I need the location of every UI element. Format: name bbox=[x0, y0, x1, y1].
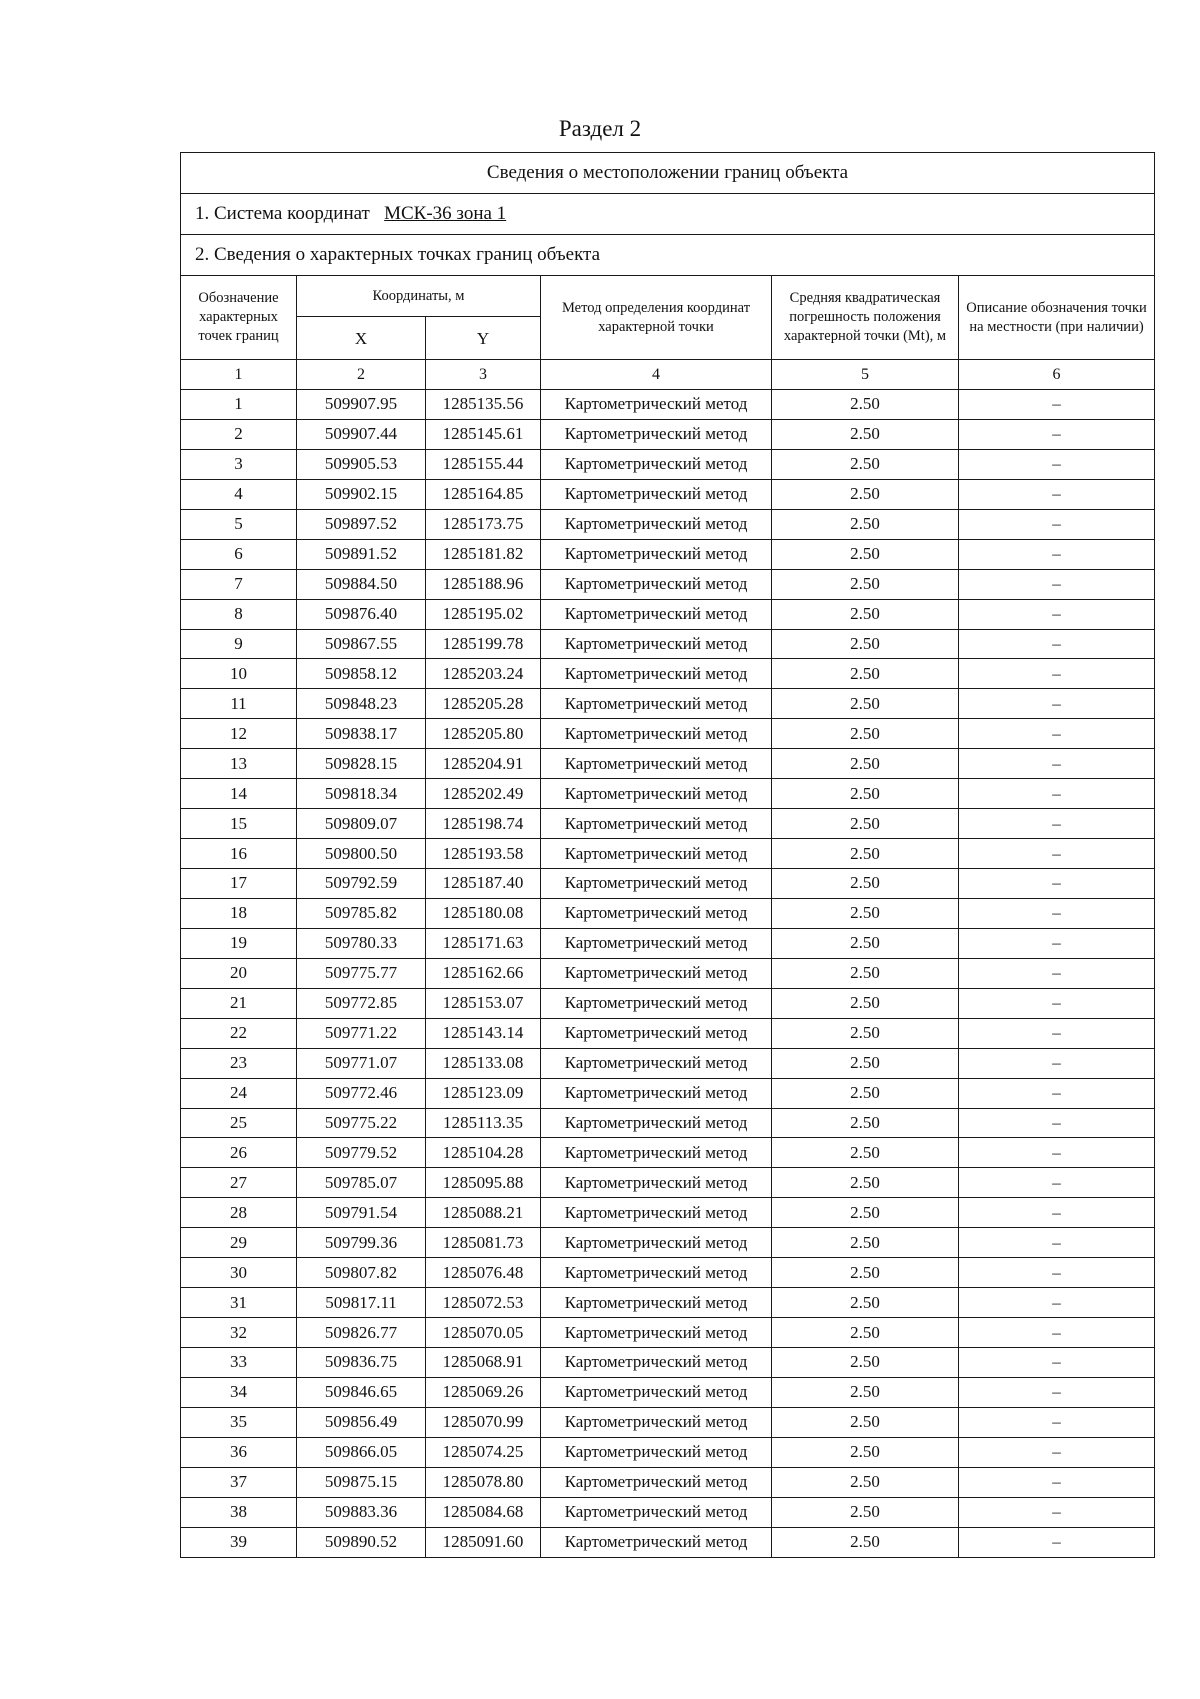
table-row bbox=[181, 629, 1155, 659]
x-coordinate-cell: 509876.40 bbox=[297, 599, 426, 629]
x-coordinate-cell: 509775.22 bbox=[297, 1108, 426, 1138]
y-coordinate-cell: 1285069.26 bbox=[426, 1377, 541, 1407]
table-row bbox=[181, 1437, 1155, 1467]
description-cell: – bbox=[959, 1078, 1155, 1108]
description-cell: – bbox=[959, 719, 1155, 749]
accuracy-cell: 2.50 bbox=[772, 1048, 959, 1078]
x-coordinate-cell: 509772.85 bbox=[297, 988, 426, 1018]
description-cell: – bbox=[959, 1407, 1155, 1437]
method-cell: Картометрический метод bbox=[541, 1108, 772, 1138]
table-row bbox=[181, 988, 1155, 1018]
point-id-cell: 28 bbox=[181, 1198, 297, 1228]
method-cell: Картометрический метод bbox=[541, 390, 772, 420]
x-coordinate-cell: 509807.82 bbox=[297, 1258, 426, 1288]
method-cell: Картометрический метод bbox=[541, 1258, 772, 1288]
x-coordinate-cell: 509848.23 bbox=[297, 689, 426, 719]
point-id-cell: 30 bbox=[181, 1258, 297, 1288]
x-coordinate-cell: 509907.44 bbox=[297, 419, 426, 449]
description-cell: – bbox=[959, 1377, 1155, 1407]
y-coordinate-cell: 1285195.02 bbox=[426, 599, 541, 629]
point-id-cell: 15 bbox=[181, 809, 297, 839]
y-coordinate-cell: 1285135.56 bbox=[426, 390, 541, 420]
method-cell: Картометрический метод bbox=[541, 449, 772, 479]
method-cell: Картометрический метод bbox=[541, 1348, 772, 1378]
y-coordinate-cell: 1285076.48 bbox=[426, 1258, 541, 1288]
accuracy-cell: 2.50 bbox=[772, 1078, 959, 1108]
point-id-cell: 39 bbox=[181, 1527, 297, 1557]
description-cell: – bbox=[959, 1288, 1155, 1318]
accuracy-cell: 2.50 bbox=[772, 1288, 959, 1318]
x-coordinate-cell: 509771.22 bbox=[297, 1018, 426, 1048]
table-row bbox=[181, 479, 1155, 509]
y-coordinate-cell: 1285145.61 bbox=[426, 419, 541, 449]
table-row bbox=[181, 1078, 1155, 1108]
x-coordinate-cell: 509858.12 bbox=[297, 659, 426, 689]
table-row bbox=[181, 1048, 1155, 1078]
x-coordinate-cell: 509891.52 bbox=[297, 539, 426, 569]
table-row bbox=[181, 1258, 1155, 1288]
point-id-cell: 8 bbox=[181, 599, 297, 629]
table-heading: Сведения о местоположении границ объекта bbox=[181, 153, 1155, 194]
accuracy-cell: 2.50 bbox=[772, 599, 959, 629]
description-cell: – bbox=[959, 390, 1155, 420]
table-row bbox=[181, 1198, 1155, 1228]
point-id-cell: 38 bbox=[181, 1497, 297, 1527]
accuracy-cell: 2.50 bbox=[772, 1108, 959, 1138]
table-row bbox=[181, 779, 1155, 809]
y-coordinate-cell: 1285193.58 bbox=[426, 839, 541, 869]
y-coordinate-cell: 1285181.82 bbox=[426, 539, 541, 569]
accuracy-cell: 2.50 bbox=[772, 659, 959, 689]
column-number: 6 bbox=[959, 360, 1155, 390]
boundary-points-table bbox=[180, 152, 1155, 1558]
description-cell: – bbox=[959, 539, 1155, 569]
description-cell: – bbox=[959, 1467, 1155, 1497]
accuracy-cell: 2.50 bbox=[772, 1497, 959, 1527]
y-coordinate-cell: 1285091.60 bbox=[426, 1527, 541, 1557]
x-coordinate-cell: 509779.52 bbox=[297, 1138, 426, 1168]
description-cell: – bbox=[959, 1228, 1155, 1258]
description-cell: – bbox=[959, 689, 1155, 719]
description-cell: – bbox=[959, 479, 1155, 509]
accuracy-cell: 2.50 bbox=[772, 569, 959, 599]
method-cell: Картометрический метод bbox=[541, 1437, 772, 1467]
point-id-cell: 34 bbox=[181, 1377, 297, 1407]
accuracy-cell: 2.50 bbox=[772, 749, 959, 779]
x-coordinate-cell: 509826.77 bbox=[297, 1318, 426, 1348]
y-coordinate-cell: 1285198.74 bbox=[426, 809, 541, 839]
table-row bbox=[181, 539, 1155, 569]
column-number: 4 bbox=[541, 360, 772, 390]
y-coordinate-cell: 1285199.78 bbox=[426, 629, 541, 659]
accuracy-cell: 2.50 bbox=[772, 988, 959, 1018]
accuracy-cell: 2.50 bbox=[772, 839, 959, 869]
point-id-cell: 36 bbox=[181, 1437, 297, 1467]
method-cell: Картометрический метод bbox=[541, 1168, 772, 1198]
point-id-cell: 20 bbox=[181, 958, 297, 988]
col-header-method: Метод определения координат характерной точки bbox=[541, 276, 772, 360]
method-cell: Картометрический метод bbox=[541, 1377, 772, 1407]
col-header-accuracy: Средняя квадратическая погрешность положения характерной точки (Mt), м bbox=[772, 276, 959, 360]
method-cell: Картометрический метод bbox=[541, 1138, 772, 1168]
method-cell: Картометрический метод bbox=[541, 659, 772, 689]
table-row bbox=[181, 1228, 1155, 1258]
method-cell: Картометрический метод bbox=[541, 689, 772, 719]
table-row bbox=[181, 719, 1155, 749]
method-cell: Картометрический метод bbox=[541, 1467, 772, 1497]
accuracy-cell: 2.50 bbox=[772, 449, 959, 479]
x-coordinate-cell: 509856.49 bbox=[297, 1407, 426, 1437]
method-cell: Картометрический метод bbox=[541, 479, 772, 509]
accuracy-cell: 2.50 bbox=[772, 1467, 959, 1497]
col-header-description: Описание обозначения точки на местности (при наличии) bbox=[959, 276, 1155, 360]
x-coordinate-cell: 509791.54 bbox=[297, 1198, 426, 1228]
point-id-cell: 27 bbox=[181, 1168, 297, 1198]
table-row bbox=[181, 809, 1155, 839]
description-cell: – bbox=[959, 898, 1155, 928]
x-coordinate-cell: 509884.50 bbox=[297, 569, 426, 599]
point-id-cell: 25 bbox=[181, 1108, 297, 1138]
point-id-cell: 3 bbox=[181, 449, 297, 479]
description-cell: – bbox=[959, 1348, 1155, 1378]
x-coordinate-cell: 509775.77 bbox=[297, 958, 426, 988]
point-id-cell: 17 bbox=[181, 869, 297, 899]
col-header-y: Y bbox=[426, 317, 541, 360]
description-cell: – bbox=[959, 869, 1155, 899]
method-cell: Картометрический метод bbox=[541, 629, 772, 659]
method-cell: Картометрический метод bbox=[541, 779, 772, 809]
method-cell: Картометрический метод bbox=[541, 1497, 772, 1527]
column-number: 5 bbox=[772, 360, 959, 390]
x-coordinate-cell: 509883.36 bbox=[297, 1497, 426, 1527]
column-number-row bbox=[181, 360, 1155, 390]
y-coordinate-cell: 1285204.91 bbox=[426, 749, 541, 779]
table-row bbox=[181, 599, 1155, 629]
table-row bbox=[181, 1318, 1155, 1348]
accuracy-cell: 2.50 bbox=[772, 928, 959, 958]
description-cell: – bbox=[959, 599, 1155, 629]
y-coordinate-cell: 1285173.75 bbox=[426, 509, 541, 539]
coordinate-system-row bbox=[181, 194, 1155, 235]
method-cell: Картометрический метод bbox=[541, 749, 772, 779]
x-coordinate-cell: 509875.15 bbox=[297, 1467, 426, 1497]
description-cell: – bbox=[959, 1437, 1155, 1467]
y-coordinate-cell: 1285133.08 bbox=[426, 1048, 541, 1078]
x-coordinate-cell: 509907.95 bbox=[297, 390, 426, 420]
accuracy-cell: 2.50 bbox=[772, 1138, 959, 1168]
coordinate-system-value: МСК-36 зона 1 bbox=[384, 203, 507, 224]
table-row bbox=[181, 689, 1155, 719]
x-coordinate-cell: 509867.55 bbox=[297, 629, 426, 659]
point-id-cell: 18 bbox=[181, 898, 297, 928]
x-coordinate-cell: 509792.59 bbox=[297, 869, 426, 899]
points-heading: 2. Сведения о характерных точках границ объекта bbox=[181, 235, 1155, 276]
accuracy-cell: 2.50 bbox=[772, 539, 959, 569]
y-coordinate-cell: 1285123.09 bbox=[426, 1078, 541, 1108]
point-id-cell: 24 bbox=[181, 1078, 297, 1108]
point-id-cell: 2 bbox=[181, 419, 297, 449]
accuracy-cell: 2.50 bbox=[772, 1168, 959, 1198]
description-cell: – bbox=[959, 928, 1155, 958]
y-coordinate-cell: 1285070.99 bbox=[426, 1407, 541, 1437]
method-cell: Картометрический метод bbox=[541, 1288, 772, 1318]
table-row bbox=[181, 1288, 1155, 1318]
x-coordinate-cell: 509897.52 bbox=[297, 509, 426, 539]
y-coordinate-cell: 1285187.40 bbox=[426, 869, 541, 899]
x-coordinate-cell: 509828.15 bbox=[297, 749, 426, 779]
point-id-cell: 19 bbox=[181, 928, 297, 958]
method-cell: Картометрический метод bbox=[541, 928, 772, 958]
x-coordinate-cell: 509799.36 bbox=[297, 1228, 426, 1258]
description-cell: – bbox=[959, 659, 1155, 689]
x-coordinate-cell: 509780.33 bbox=[297, 928, 426, 958]
accuracy-cell: 2.50 bbox=[772, 898, 959, 928]
description-cell: – bbox=[959, 1318, 1155, 1348]
method-cell: Картометрический метод bbox=[541, 509, 772, 539]
accuracy-cell: 2.50 bbox=[772, 419, 959, 449]
x-coordinate-cell: 509838.17 bbox=[297, 719, 426, 749]
x-coordinate-cell: 509836.75 bbox=[297, 1348, 426, 1378]
y-coordinate-cell: 1285084.68 bbox=[426, 1497, 541, 1527]
table-row bbox=[181, 839, 1155, 869]
description-cell: – bbox=[959, 509, 1155, 539]
x-coordinate-cell: 509818.34 bbox=[297, 779, 426, 809]
accuracy-cell: 2.50 bbox=[772, 1018, 959, 1048]
col-header-x: X bbox=[297, 317, 426, 360]
accuracy-cell: 2.50 bbox=[772, 1377, 959, 1407]
description-cell: – bbox=[959, 1258, 1155, 1288]
x-coordinate-cell: 509846.65 bbox=[297, 1377, 426, 1407]
accuracy-cell: 2.50 bbox=[772, 479, 959, 509]
table-row bbox=[181, 898, 1155, 928]
y-coordinate-cell: 1285143.14 bbox=[426, 1018, 541, 1048]
table-row bbox=[181, 1108, 1155, 1138]
table-row bbox=[181, 1467, 1155, 1497]
method-cell: Картометрический метод bbox=[541, 539, 772, 569]
col-header-point-id: Обозначение характерных точек границ bbox=[181, 276, 297, 360]
accuracy-cell: 2.50 bbox=[772, 779, 959, 809]
column-number: 3 bbox=[426, 360, 541, 390]
accuracy-cell: 2.50 bbox=[772, 629, 959, 659]
x-coordinate-cell: 509817.11 bbox=[297, 1288, 426, 1318]
x-coordinate-cell: 509809.07 bbox=[297, 809, 426, 839]
description-cell: – bbox=[959, 1018, 1155, 1048]
accuracy-cell: 2.50 bbox=[772, 1318, 959, 1348]
point-id-cell: 29 bbox=[181, 1228, 297, 1258]
table-row bbox=[181, 749, 1155, 779]
y-coordinate-cell: 1285070.05 bbox=[426, 1318, 541, 1348]
description-cell: – bbox=[959, 1108, 1155, 1138]
x-coordinate-cell: 509866.05 bbox=[297, 1437, 426, 1467]
point-id-cell: 22 bbox=[181, 1018, 297, 1048]
table-row bbox=[181, 569, 1155, 599]
accuracy-cell: 2.50 bbox=[772, 958, 959, 988]
method-cell: Картометрический метод bbox=[541, 1407, 772, 1437]
section-title: Раздел 2 bbox=[558, 116, 642, 141]
method-cell: Картометрический метод bbox=[541, 1198, 772, 1228]
point-id-cell: 9 bbox=[181, 629, 297, 659]
y-coordinate-cell: 1285153.07 bbox=[426, 988, 541, 1018]
x-coordinate-cell: 509905.53 bbox=[297, 449, 426, 479]
accuracy-cell: 2.50 bbox=[772, 1348, 959, 1378]
method-cell: Картометрический метод bbox=[541, 419, 772, 449]
method-cell: Картометрический метод bbox=[541, 839, 772, 869]
y-coordinate-cell: 1285088.21 bbox=[426, 1198, 541, 1228]
column-number: 1 bbox=[181, 360, 297, 390]
method-cell: Картометрический метод bbox=[541, 809, 772, 839]
description-cell: – bbox=[959, 809, 1155, 839]
y-coordinate-cell: 1285205.28 bbox=[426, 689, 541, 719]
method-cell: Картометрический метод bbox=[541, 869, 772, 899]
table-row bbox=[181, 958, 1155, 988]
y-coordinate-cell: 1285205.80 bbox=[426, 719, 541, 749]
table-row bbox=[181, 449, 1155, 479]
accuracy-cell: 2.50 bbox=[772, 869, 959, 899]
x-coordinate-cell: 509771.07 bbox=[297, 1048, 426, 1078]
x-coordinate-cell: 509785.82 bbox=[297, 898, 426, 928]
y-coordinate-cell: 1285180.08 bbox=[426, 898, 541, 928]
point-id-cell: 37 bbox=[181, 1467, 297, 1497]
x-coordinate-cell: 509800.50 bbox=[297, 839, 426, 869]
description-cell: – bbox=[959, 958, 1155, 988]
point-id-cell: 21 bbox=[181, 988, 297, 1018]
point-id-cell: 10 bbox=[181, 659, 297, 689]
table-row bbox=[181, 509, 1155, 539]
description-cell: – bbox=[959, 779, 1155, 809]
point-id-cell: 26 bbox=[181, 1138, 297, 1168]
col-header-coordinates: Координаты, м bbox=[297, 276, 541, 317]
method-cell: Картометрический метод bbox=[541, 898, 772, 928]
y-coordinate-cell: 1285155.44 bbox=[426, 449, 541, 479]
y-coordinate-cell: 1285113.35 bbox=[426, 1108, 541, 1138]
table-row bbox=[181, 1527, 1155, 1557]
y-coordinate-cell: 1285203.24 bbox=[426, 659, 541, 689]
accuracy-cell: 2.50 bbox=[772, 1527, 959, 1557]
point-id-cell: 5 bbox=[181, 509, 297, 539]
y-coordinate-cell: 1285078.80 bbox=[426, 1467, 541, 1497]
point-id-cell: 1 bbox=[181, 390, 297, 420]
description-cell: – bbox=[959, 1138, 1155, 1168]
point-id-cell: 14 bbox=[181, 779, 297, 809]
table-row bbox=[181, 1018, 1155, 1048]
method-cell: Картометрический метод bbox=[541, 599, 772, 629]
point-id-cell: 23 bbox=[181, 1048, 297, 1078]
y-coordinate-cell: 1285074.25 bbox=[426, 1437, 541, 1467]
description-cell: – bbox=[959, 1198, 1155, 1228]
y-coordinate-cell: 1285095.88 bbox=[426, 1168, 541, 1198]
accuracy-cell: 2.50 bbox=[772, 1258, 959, 1288]
method-cell: Картометрический метод bbox=[541, 958, 772, 988]
y-coordinate-cell: 1285068.91 bbox=[426, 1348, 541, 1378]
y-coordinate-cell: 1285072.53 bbox=[426, 1288, 541, 1318]
description-cell: – bbox=[959, 749, 1155, 779]
method-cell: Картометрический метод bbox=[541, 719, 772, 749]
table-row bbox=[181, 869, 1155, 899]
table-row bbox=[181, 1138, 1155, 1168]
accuracy-cell: 2.50 bbox=[772, 689, 959, 719]
y-coordinate-cell: 1285164.85 bbox=[426, 479, 541, 509]
x-coordinate-cell: 509902.15 bbox=[297, 479, 426, 509]
x-coordinate-cell: 509890.52 bbox=[297, 1527, 426, 1557]
description-cell: – bbox=[959, 1048, 1155, 1078]
method-cell: Картометрический метод bbox=[541, 1078, 772, 1108]
accuracy-cell: 2.50 bbox=[772, 390, 959, 420]
point-id-cell: 12 bbox=[181, 719, 297, 749]
point-id-cell: 11 bbox=[181, 689, 297, 719]
y-coordinate-cell: 1285104.28 bbox=[426, 1138, 541, 1168]
accuracy-cell: 2.50 bbox=[772, 719, 959, 749]
y-coordinate-cell: 1285162.66 bbox=[426, 958, 541, 988]
description-cell: – bbox=[959, 1168, 1155, 1198]
method-cell: Картометрический метод bbox=[541, 1228, 772, 1258]
method-cell: Картометрический метод bbox=[541, 988, 772, 1018]
accuracy-cell: 2.50 bbox=[772, 809, 959, 839]
description-cell: – bbox=[959, 629, 1155, 659]
table-row bbox=[181, 390, 1155, 420]
table-row bbox=[181, 928, 1155, 958]
point-id-cell: 31 bbox=[181, 1288, 297, 1318]
point-id-cell: 13 bbox=[181, 749, 297, 779]
table-row bbox=[181, 659, 1155, 689]
description-cell: – bbox=[959, 1497, 1155, 1527]
accuracy-cell: 2.50 bbox=[772, 1407, 959, 1437]
description-cell: – bbox=[959, 1527, 1155, 1557]
method-cell: Картометрический метод bbox=[541, 1318, 772, 1348]
point-id-cell: 7 bbox=[181, 569, 297, 599]
table-row bbox=[181, 1168, 1155, 1198]
method-cell: Картометрический метод bbox=[541, 1048, 772, 1078]
point-id-cell: 33 bbox=[181, 1348, 297, 1378]
point-id-cell: 32 bbox=[181, 1318, 297, 1348]
accuracy-cell: 2.50 bbox=[772, 1198, 959, 1228]
description-cell: – bbox=[959, 988, 1155, 1018]
method-cell: Картометрический метод bbox=[541, 569, 772, 599]
point-id-cell: 6 bbox=[181, 539, 297, 569]
table-row bbox=[181, 1348, 1155, 1378]
method-cell: Картометрический метод bbox=[541, 1527, 772, 1557]
y-coordinate-cell: 1285081.73 bbox=[426, 1228, 541, 1258]
y-coordinate-cell: 1285171.63 bbox=[426, 928, 541, 958]
x-coordinate-cell: 509785.07 bbox=[297, 1168, 426, 1198]
table-row bbox=[181, 419, 1155, 449]
y-coordinate-cell: 1285202.49 bbox=[426, 779, 541, 809]
description-cell: – bbox=[959, 419, 1155, 449]
column-number: 2 bbox=[297, 360, 426, 390]
coordinate-system-label: 1. Система координат bbox=[195, 203, 370, 224]
table-row bbox=[181, 1497, 1155, 1527]
description-cell: – bbox=[959, 569, 1155, 599]
method-cell: Картометрический метод bbox=[541, 1018, 772, 1048]
x-coordinate-cell: 509772.46 bbox=[297, 1078, 426, 1108]
description-cell: – bbox=[959, 449, 1155, 479]
accuracy-cell: 2.50 bbox=[772, 1437, 959, 1467]
point-id-cell: 35 bbox=[181, 1407, 297, 1437]
point-id-cell: 16 bbox=[181, 839, 297, 869]
table-row bbox=[181, 1407, 1155, 1437]
y-coordinate-cell: 1285188.96 bbox=[426, 569, 541, 599]
accuracy-cell: 2.50 bbox=[772, 509, 959, 539]
point-id-cell: 4 bbox=[181, 479, 297, 509]
description-cell: – bbox=[959, 839, 1155, 869]
accuracy-cell: 2.50 bbox=[772, 1228, 959, 1258]
table-row bbox=[181, 1377, 1155, 1407]
